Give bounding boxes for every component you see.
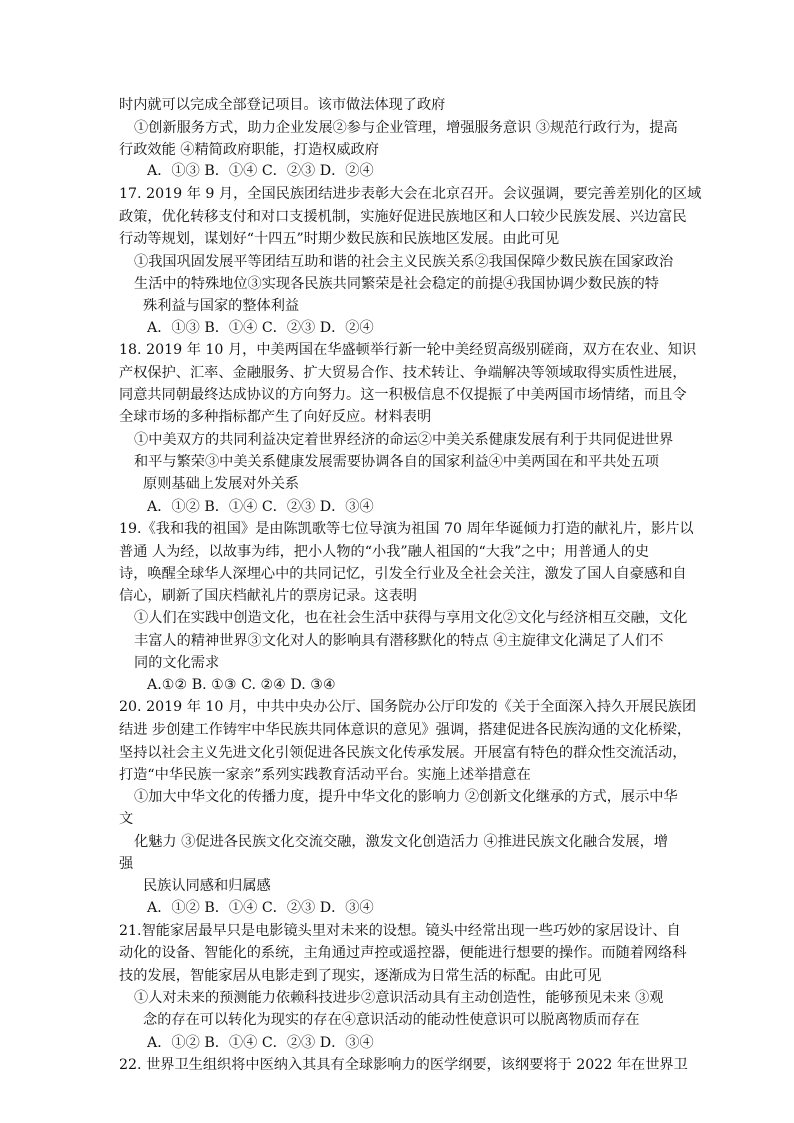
question-17-line: 17. 2019 年 9 月，全国民族团结进步表彰大会在北京召开。会议强调，要完善差别化的区域 bbox=[119, 186, 702, 202]
question-21-line: 21.智能家居最早只是电影镜头里对未来的设想。镜头中经常出现一些巧妙的家居设计、自 bbox=[119, 923, 681, 939]
text-line: 民族认同感和归属感 bbox=[143, 878, 271, 894]
text-line: 同意共同朝最终达成协议的方向努力。这一积极信息不仅提振了中美两国市场情绪，而且令 bbox=[119, 387, 687, 403]
text-line: 诗，唤醒全球华人深埋心中的共同记忆，引发全行业及全社会关注，激发了国人自豪感和自 bbox=[119, 566, 687, 582]
answer-options: A.①② B. ①③ C. ②④ D. ③④ bbox=[147, 677, 336, 693]
text-line: 行政效能 ④精简政府职能，打造权威政府 bbox=[119, 142, 379, 158]
text-line: 政策，优化转移支付和对口支援机制，实施好促进民族地区和人口较少民族发展、兴边富民 bbox=[119, 209, 687, 225]
text-line: 文 bbox=[119, 811, 134, 827]
text-line: ①人们在实践中创造文化，也在社会生活中获得与享用文化②文化与经济相互交融，文化 bbox=[134, 610, 688, 626]
question-22-line: 22. 世界卫生组织将中医纳入其具有全球影响力的医学纲要，该纲要将于 2022 年在世界卫 bbox=[119, 1057, 688, 1073]
text-line: ①中美双方的共同利益决定着世界经济的命运②中美关系健康发展有利于共同促进世界 bbox=[134, 432, 674, 448]
text-line: 时内就可以完成全部登记项目。该市做法体现了政府 bbox=[119, 97, 446, 113]
question-19-line: 19.《我和我的祖国》是由陈凯歌等七位导演为祖国 70 周年华诞倾力打造的献礼片，影片以 bbox=[119, 521, 694, 537]
text-line: 和平与繁荣③中美关系健康发展需要协调各自的国家利益④中美两国在和平共处五项 bbox=[134, 454, 659, 470]
answer-options: A．①③ B．①④ C．②③ D．②④ bbox=[147, 320, 374, 336]
text-line: ①加大中华文化的传播力度，提升中华文化的影响力 ②创新文化继承的方式，展示中华 bbox=[134, 789, 678, 805]
text-line: 动化的设备、智能化的系统，主角通过声控或遥控器，便能进行想要的操作。而随着网络科 bbox=[119, 945, 687, 961]
text-line: 坚持以社会主义先进文化引领促进各民族文化传承发展。开展富有特色的群众性交流活动， bbox=[119, 745, 687, 761]
answer-options: A．①② B．①④ C．②③ D．③④ bbox=[147, 900, 374, 916]
text-line: 普通 人为经，以故事为纬，把小人物的“小我”融人祖国的“大我”之中；用普通人的史 bbox=[119, 544, 650, 560]
question-20-line: 20. 2019 年 10 月，中共中央办公厅、国务院办公厅印发的《关于全面深入持久开展民族团 bbox=[119, 699, 697, 715]
text-line: 丰富人的精神世界③文化对人的影响具有潜移默化的特点 ④主旋律文化满足了人们不 bbox=[134, 633, 664, 649]
answer-options: A．①③ B．①④ C．②③ D．②④ bbox=[147, 163, 374, 179]
answer-options: A．①② B．①④ C．②③ D．③④ bbox=[147, 499, 374, 515]
text-line: 念的存在可以转化为现实的存在④意识活动的能动性使意识可以脱离物质而存在 bbox=[143, 1012, 640, 1028]
text-line: 原则基础上发展对外关系 bbox=[143, 476, 300, 492]
text-line: 化魅力 ③促进各民族文化交流交融，激发文化创造活力 ④推进民族文化融合发展，增 bbox=[134, 834, 668, 850]
text-line: 强 bbox=[119, 856, 134, 872]
answer-options: A．①② B．①④ C．②③ D．③④ bbox=[147, 1035, 374, 1051]
question-18-line: 18. 2019 年 10 月，中美两国在华盛顿举行新一轮中美经贸高级别磋商，双方在农业、知识 bbox=[119, 342, 697, 358]
text-line: 殊利益与国家的整体利益 bbox=[143, 298, 300, 314]
text-line: ①创新服务方式，助力企业发展②参与企业管理，增强服务意识 ③规范行政行为，提高 bbox=[134, 120, 678, 136]
text-line: 同的文化需求 bbox=[134, 655, 220, 671]
text-line: ①人对未来的预测能力依赖科技进步②意识活动具有主动创造性，能够预见未来 ③观 bbox=[134, 990, 664, 1006]
text-line: ①我国巩固发展平等团结互助和谐的社会主义民族关系②我国保障少数民族在国家政治 bbox=[134, 254, 674, 270]
text-line: 全球市场的多种指标都产生了向好反应。材料表明 bbox=[119, 409, 432, 425]
text-line: 技的发展，智能家居从电影走到了现实，逐渐成为日常生活的标配。由此可见 bbox=[119, 968, 602, 984]
text-line: 生活中的特殊地位③实现各民族共同繁荣是社会稳定的前提④我国协调少数民族的特 bbox=[134, 276, 659, 292]
text-line: 产权保护、汇率、金融服务、扩大贸易合作、技术转让、争端解决等领域取得实质性进展， bbox=[119, 365, 687, 381]
text-line: 行动等规划，谋划好“十四五”时期少数民族和民族地区发展。由此可见 bbox=[119, 231, 560, 247]
text-line: 结进 步创建工作铸牢中华民族共同体意识的意见》强调，搭建促进各民族沟通的文化桥梁， bbox=[119, 722, 692, 738]
text-line: 打造“中华民族一家亲”系列实践教育活动平台。实施上述举措意在 bbox=[119, 767, 531, 783]
text-line: 信心，刷新了国庆档献礼片的票房记录。这表明 bbox=[119, 588, 417, 604]
